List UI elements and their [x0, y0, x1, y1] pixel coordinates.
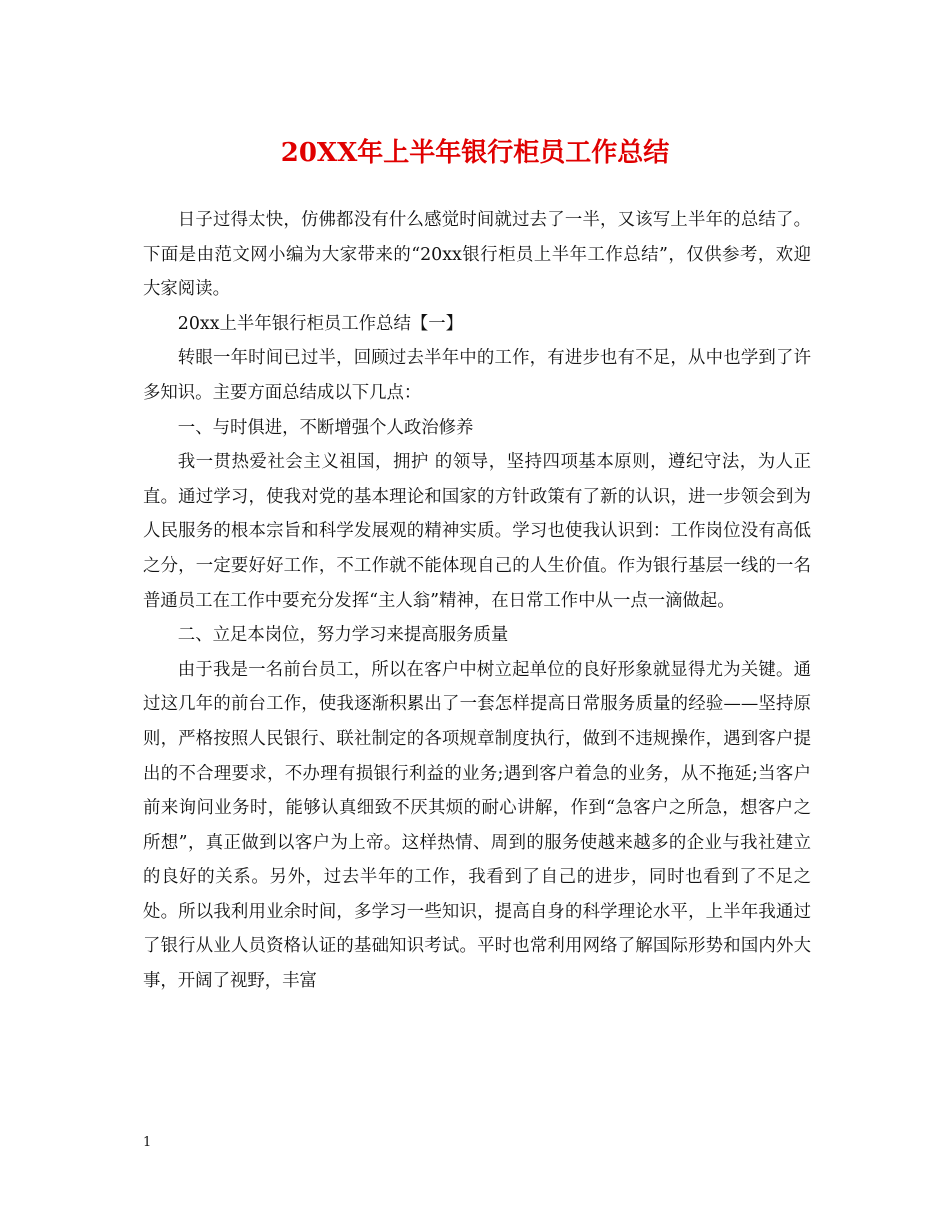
political-cultivation-paragraph: 我一贯热爱社会主义祖国，拥护 的领导，坚持四项基本原则，遵纪守法，为人正直。通过学习，使我对党的基本理论和国家的方针政策有了新的认识，进一步领会到为人民服务的根本宗旨和科学发展观的精神实质。学习也使我认识到：工作岗位没有高低之分，一定要好好工作，不工作就不能体现自己的人生价值。作为银行基层一线的一名普通员工在工作中要充分发挥“主人翁”精神，在日常工作中从一点一滴做起。: [143, 452, 811, 611]
overview-paragraph: 转眼一年时间已过半，回顾过去半年中的工作，有进步也有不足，从中也学到了许多知识。主要方面总结成以下几点：: [143, 348, 811, 403]
service-quality-paragraph: 由于我是一名前台员工，所以在客户中树立起单位的良好形象就显得尤为关键。通过这几年的前台工作，使我逐渐积累出了一套怎样提高日常服务质量的经验——坚持原则，严格按照人民银行、联社制定的各项规章制度执行，做到不违规操作，遇到客户提出的不合理要求，不办理有损银行利益的业务;遇到客户着急的业务，从不拖延;当客户前来询问业务时，能够认真细致不厌其烦的耐心讲解，作到“急客户之所急，想客户之所想”，真正做到以客户为上帝。这样热情、周到的服务使越来越多的企业与我社建立的良好的关系。另外，过去半年的工作，我看到了自己的进步，同时也看到了不足之处。所以我利用业余时间，多学习一些知识，提高自身的科学理论水平，上半年我通过了银行从业人员资格认证的基础知识考试。平时也常利用网络了解国际形势和国内外大事，开阔了视野，丰富: [143, 659, 811, 992]
document-body: [143, 203, 811, 999]
page-number: 1: [143, 1135, 152, 1150]
subheading-service-quality: 二、立足本岗位，努力学习来提高服务质量: [177, 625, 509, 646]
subheading-political-cultivation: 一、与时俱进，不断增强个人政治修养: [177, 417, 474, 438]
document-title: 20XX年上半年银行柜员工作总结: [280, 138, 670, 168]
section-heading-one: 20xx上半年银行柜员工作总结【一】: [177, 313, 464, 334]
intro-paragraph: 日子过得太快，仿佛都没有什么感觉时间就过去了一半，又该写上半年的总结了。下面是由范文网小编为大家带来的“20xx银行柜员上半年工作总结”，仅供参考，欢迎大家阅读。: [143, 210, 811, 300]
